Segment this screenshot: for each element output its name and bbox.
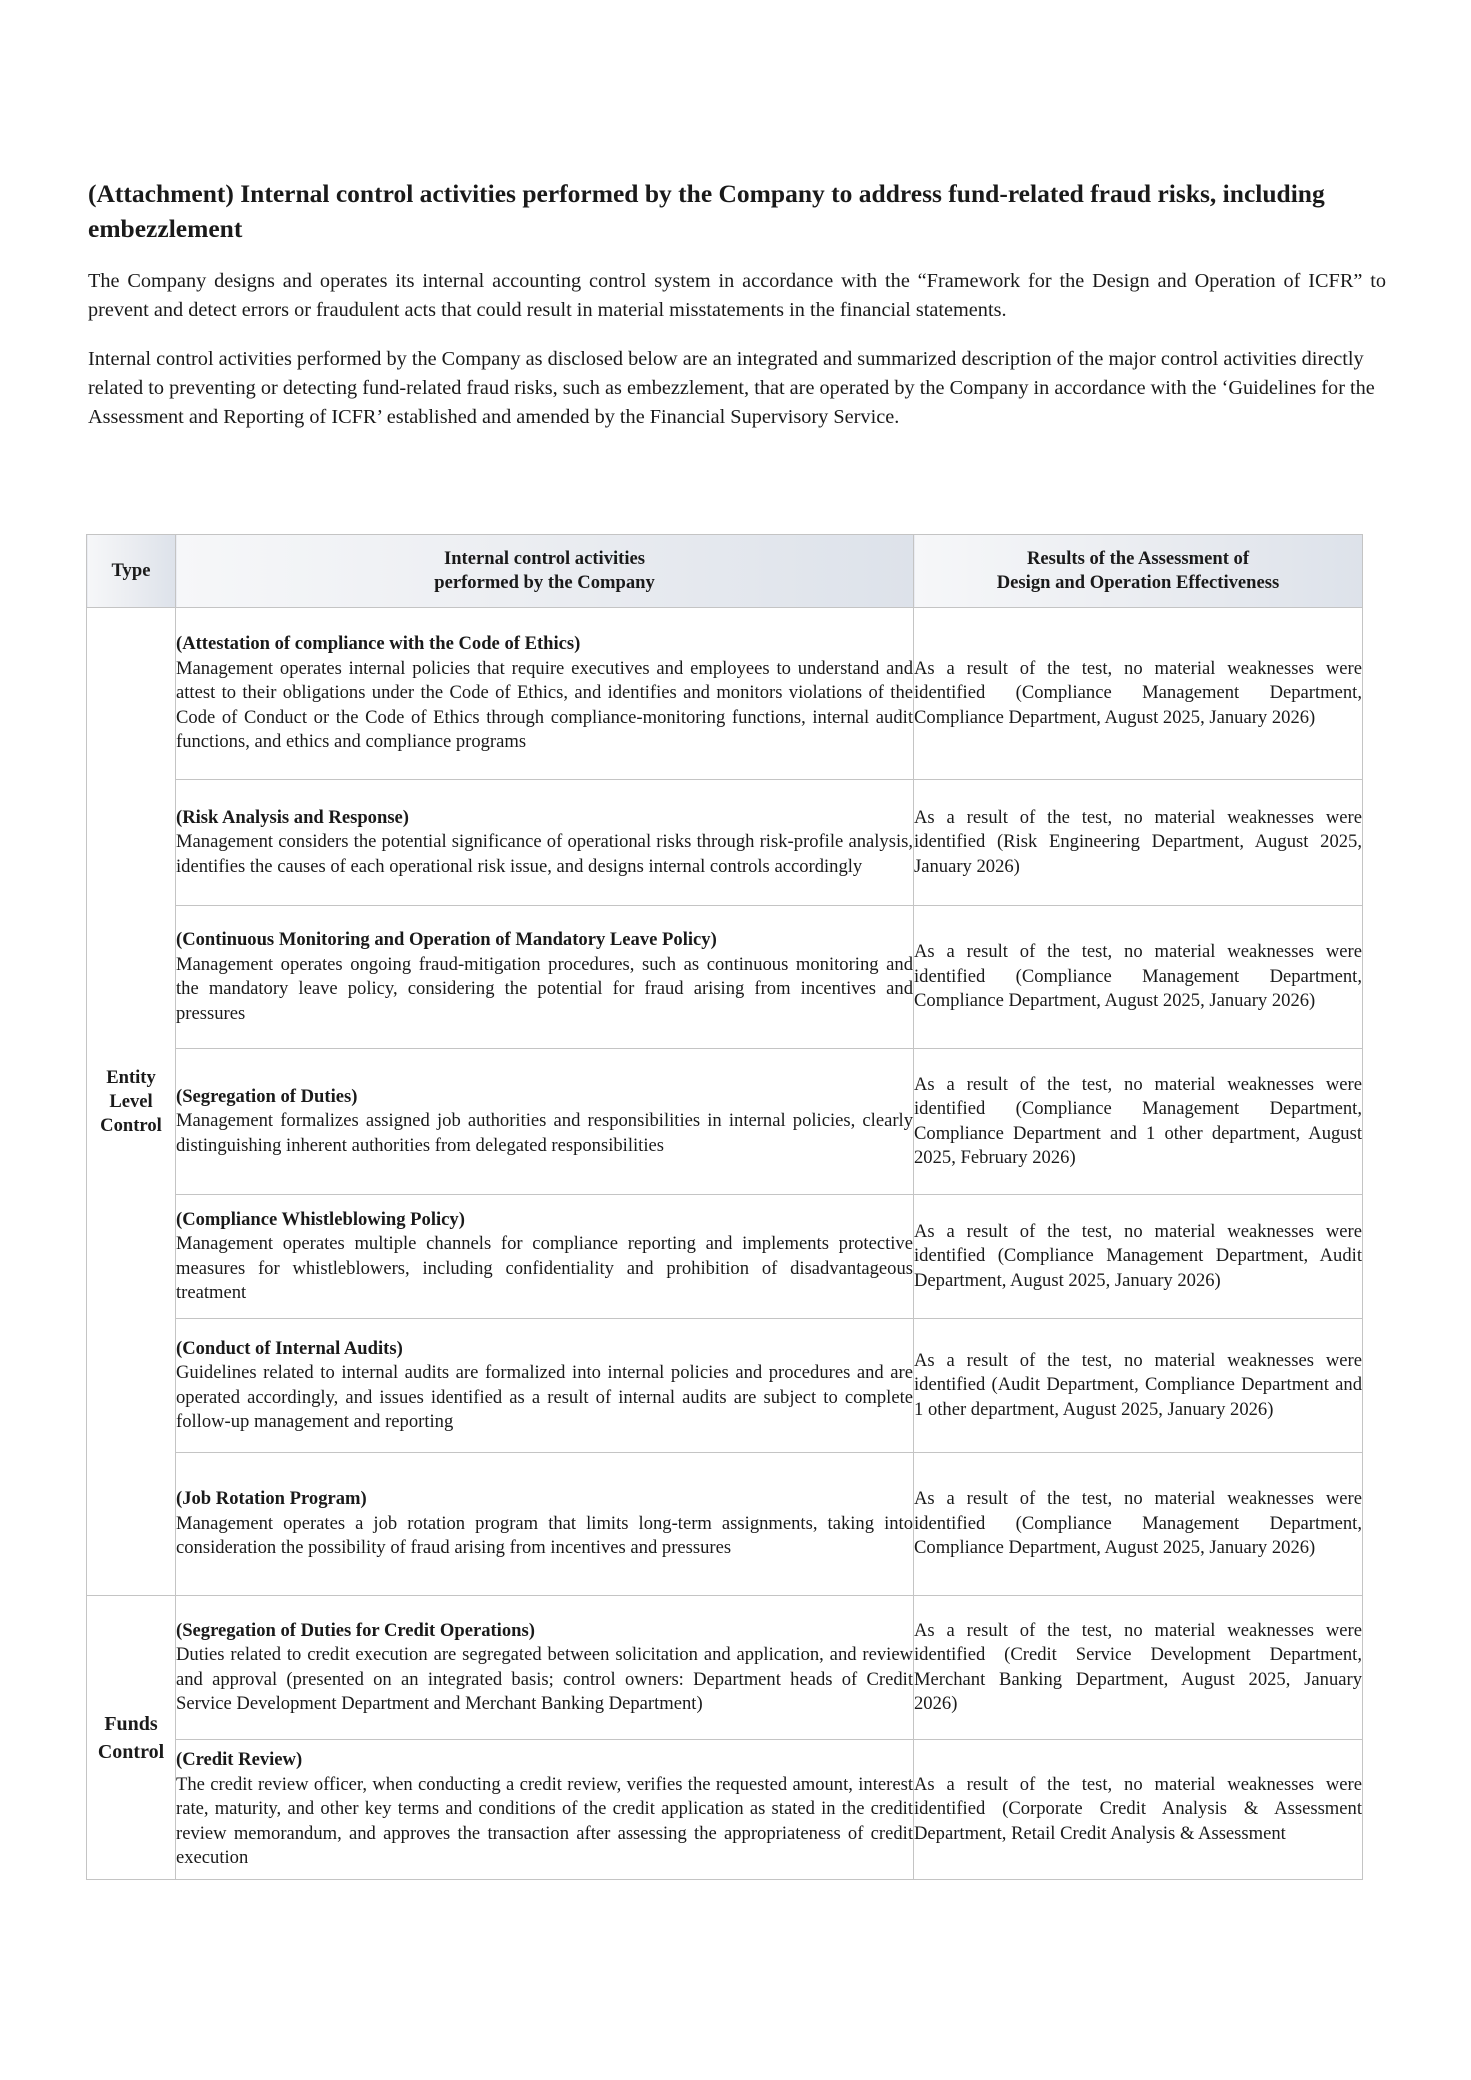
activity-title: (Job Rotation Program): [176, 1488, 367, 1510]
activity-description: Management operates a job rotation program that limits long-term assignments, taking into consideration the possibility of fraud arising from incentives and pressures: [176, 1512, 913, 1559]
activity-title: (Segregation of Duties for Credit Operations): [176, 1619, 535, 1641]
activity-description: Duties related to credit execution are segregated between solicitation and application, and review and approval (presented on an integrated basis; control owners: Department heads of Credit Service Development Department and Merchant Banking Department): [176, 1644, 913, 1714]
header-type: [87, 535, 176, 608]
activity-title: (Attestation of compliance with the Code of Ethics): [176, 633, 581, 655]
activity-cell: [176, 906, 914, 1049]
type-label-line: Control: [100, 1114, 162, 1136]
table-row: [87, 608, 1363, 780]
table-row: [87, 1049, 1363, 1195]
result-cell: As a result of the test, no material weaknesses were identified (Corporate Credit Analysis & Assessment Department, Retail Credit Analysis & Assessment: [914, 1740, 1363, 1880]
activity-cell: [176, 780, 914, 906]
result-cell: As a result of the test, no material weaknesses were identified (Credit Service Development Department, Merchant Banking Department, August 2025, January 2026): [914, 1596, 1363, 1740]
result-cell: As a result of the test, no material weaknesses were identified (Compliance Management Department, Audit Department, August 2025, January 2026): [914, 1195, 1363, 1319]
activity-title: (Continuous Monitoring and Operation of Mandatory Leave Policy): [176, 929, 717, 950]
header-type-label: Type: [111, 559, 151, 581]
activity-title: (Compliance Whistleblowing Policy): [176, 1208, 465, 1230]
type-label-line: Control: [97, 1740, 165, 1763]
activity-description: Management formalizes assigned job authorities and responsibilities in internal policies, clearly distinguishing inherent authorities from delegated responsibilities: [176, 1110, 913, 1156]
table-header-row: [87, 535, 1363, 608]
activity-cell: [176, 1049, 914, 1195]
activity-title: (Risk Analysis and Response): [176, 806, 410, 828]
activity-description: Management operates ongoing fraud-mitigation procedures, such as continuous monitoring and the mandatory leave policy, considering the potential for fraud arising from incentives and pressures: [176, 953, 913, 1024]
table-row: [87, 1453, 1363, 1596]
document-page: [88, 176, 1386, 432]
type-label-line: Entity: [106, 1066, 156, 1088]
header-results-line1: Results of the Assessment of: [1026, 547, 1250, 569]
result-cell: As a result of the test, no material weaknesses were identified (Compliance Management Department, Compliance Department, August 2025, January 2026): [914, 1453, 1363, 1596]
activity-description: The credit review officer, when conducting a credit review, verifies the requested amount, interest rate, maturity, and other key terms and conditions of the credit application as stated in the credit review memorandum, and approves the transaction after assessing the appropriateness of credit execution: [176, 1773, 913, 1869]
intro-paragraph-1: The Company designs and operates its internal accounting control system in accordance with the “Framework for the Design and Operation of ICFR” to prevent and detect errors or fraudulent acts that could result in material misstatements in the financial statements.: [88, 270, 1386, 321]
activity-title: (Credit Review): [176, 1749, 303, 1771]
table-row: [87, 1596, 1363, 1740]
result-cell: As a result of the test, no material weaknesses were identified (Audit Department, Compliance Department and 1 other department, August 2025, January 2026): [914, 1319, 1363, 1453]
result-cell: As a result of the test, no material weaknesses were identified (Compliance Management Department, Compliance Department and 1 other department, August 2025, February 2026): [914, 1049, 1363, 1195]
activity-description: Management considers the potential significance of operational risks through risk-profile analysis, identifies the causes of each operational risk issue, and designs internal controls accordingly: [176, 831, 913, 877]
type-cell-entity-level-control: [87, 608, 176, 1596]
type-label-line: Level: [109, 1090, 153, 1112]
table-row: [87, 1195, 1363, 1319]
table-row: [87, 780, 1363, 906]
document-title: (Attachment) Internal control activities performed by the Company to address fund-related fraud risks, including embezzlement: [88, 179, 1325, 243]
result-cell: As a result of the test, no material weaknesses were identified (Compliance Management Department, Compliance Department, August 2025, January 2026): [914, 906, 1363, 1049]
activity-cell: [176, 1596, 914, 1740]
activity-cell: [176, 608, 914, 780]
activity-description: Management operates internal policies that require executives and employees to understand and attest to their obligations under the Code of Ethics, and identifies and monitors violations of the Code of Conduct or the Code of Ethics through compliance-monitoring functions, internal audit functions, and ethics and compliance programs: [176, 657, 913, 753]
result-cell: As a result of the test, no material weaknesses were identified (Risk Engineering Department, August 2025, January 2026): [914, 780, 1363, 906]
activity-description: Guidelines related to internal audits are formalized into internal policies and procedures and are operated accordingly, and issues identified as a result of internal audits are subject to complete follow-up management and reporting: [176, 1362, 913, 1432]
activity-description: Management operates multiple channels for compliance reporting and implements protective measures for whistleblowers, including confidentiality and prohibition of disadvantageous treatment: [176, 1233, 913, 1303]
activity-title: (Segregation of Duties): [176, 1085, 358, 1107]
activity-cell: [176, 1195, 914, 1319]
type-label-line: Funds: [104, 1712, 158, 1735]
header-activities-line1: Internal control activities: [443, 547, 646, 569]
activity-cell: [176, 1740, 914, 1880]
table-row: [87, 1740, 1363, 1880]
header-results-line2: Design and Operation Effectiveness: [996, 572, 1280, 593]
header-activities: [176, 535, 914, 608]
activity-cell: [176, 1319, 914, 1453]
intro-paragraph-2: Internal control activities performed by the Company as disclosed below are an integrated and summarized description of the major control activities directly related to preventing or detecting fund-related fraud risks, such as embezzlement, that are operated by the Company in accordance with the ‘Guidelines for the Assessment and Reporting of ICFR’ established and amended by the Financial Supervisory Service.: [88, 348, 1375, 428]
header-results: [914, 535, 1363, 608]
table-row: [87, 906, 1363, 1049]
activity-cell: [176, 1453, 914, 1596]
control-activities-table: [86, 534, 1363, 1880]
type-cell-funds-control: [87, 1596, 176, 1880]
table-row: [87, 1319, 1363, 1453]
header-activities-line2: performed by the Company: [434, 572, 655, 593]
result-cell: As a result of the test, no material weaknesses were identified (Compliance Management Department, Compliance Department, August 2025, January 2026): [914, 608, 1363, 780]
activity-title: (Conduct of Internal Audits): [176, 1337, 403, 1359]
